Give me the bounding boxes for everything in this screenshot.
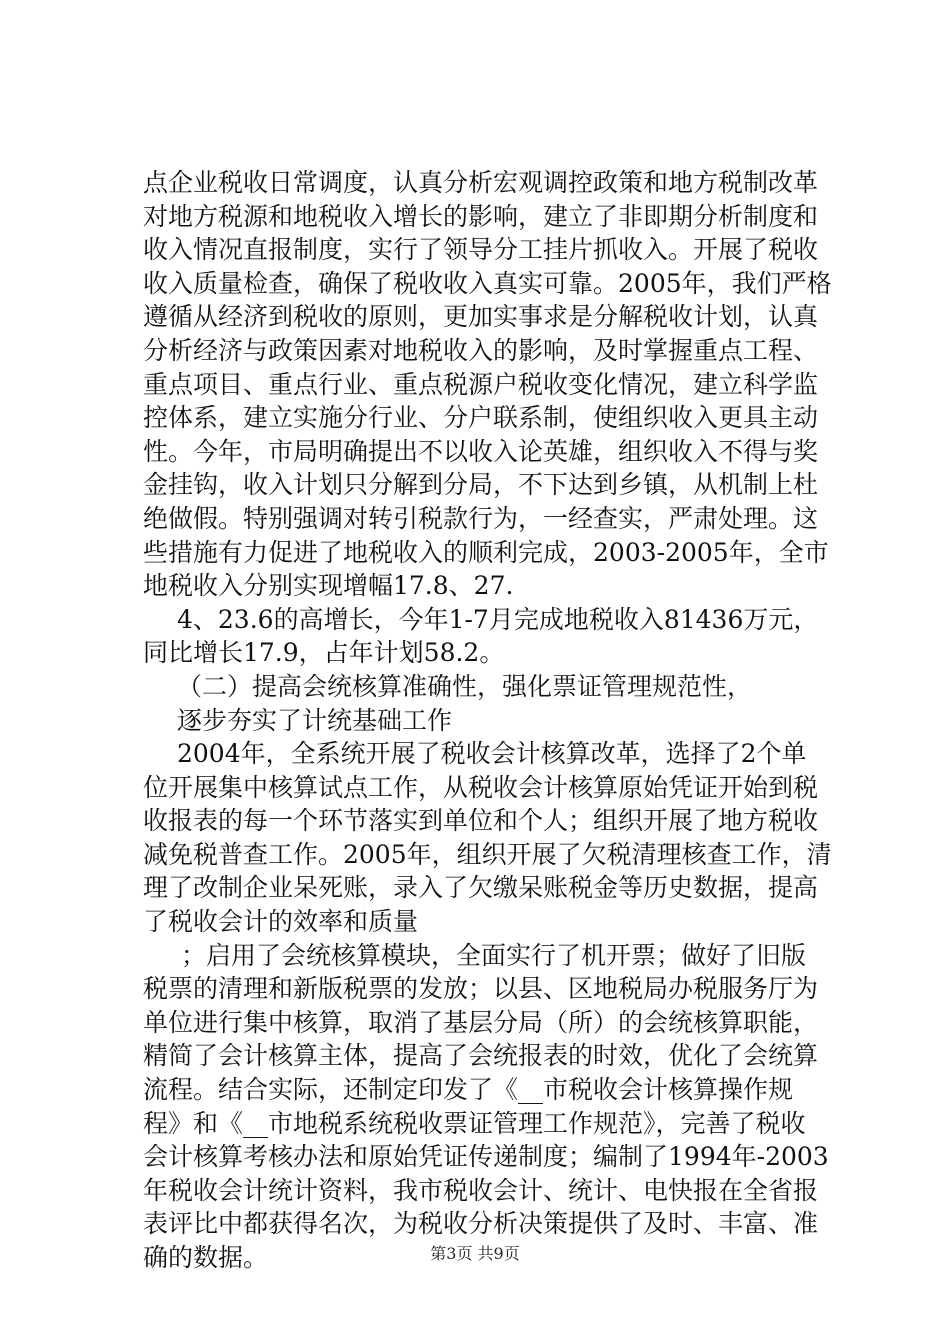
text-line: 收入情况直报制度，实行了领导分工挂片抓收入。开展了税收	[143, 235, 819, 265]
text-line: 减免税普查工作。2005年，组织开展了欠税清理核查工作，清	[143, 839, 832, 869]
text-line: 控体系，建立实施分行业、分户联系制，使组织收入更具主动	[143, 403, 819, 433]
text-line: 表评比中都获得名次，为税收分析决策提供了及时、丰富、准	[143, 1209, 819, 1239]
text-line: 流程。结合实际，还制定印发了《__市税收会计核算操作规	[143, 1075, 794, 1105]
text-line: 税票的清理和新版税票的发放；以县、区地税局办税服务厅为	[143, 974, 819, 1004]
text-line: 金挂钩，收入计划只分解到分局，不下达到乡镇，从机制上杜	[143, 470, 819, 500]
text-line: 地税收入分别实现增幅17.8、27.	[143, 571, 514, 601]
text-line: 点企业税收日常调度，认真分析宏观调控政策和地方税制改革	[143, 168, 819, 197]
text-line: 2004年，全系统开展了税收会计核算改革，选择了2个单	[177, 739, 807, 769]
section-heading: （二）提高会统核算准确性，强化票证管理规范性，	[177, 671, 753, 701]
text-line: 精简了会计核算主体，提高了会统报表的时效，优化了会统算	[143, 1041, 819, 1071]
text-line: 单位进行集中核算，取消了基层分局（所）的会统核算职能，	[143, 1007, 819, 1037]
text-line: 会计核算考核办法和原始凭证传递制度；编制了1994年-2003	[143, 1142, 829, 1172]
text-line: 年税收会计统计资料，我市税收会计、统计、电快报在全省报	[143, 1175, 819, 1205]
text-line: 对地方税源和地税收入增长的影响，建立了非即期分析制度和	[143, 201, 819, 231]
text-line: 些措施有力促进了地税收入的顺利完成，2003-2005年，全市	[143, 537, 829, 567]
text-line: 位开展集中核算试点工作，从税收会计核算原始凭证开始到税	[143, 772, 819, 802]
section-heading-continued: 逐步夯实了计统基础工作	[177, 705, 453, 735]
text-line: 4、23.6的高增长，今年1-7月完成地税收入81436万元，	[177, 604, 819, 634]
text-line: 绝做假。特别强调对转引税款行为，一经查实，严肃处理。这	[143, 503, 819, 533]
text-line: 确的数据。	[143, 1243, 269, 1272]
text-line: 同比增长17.9，占年计划58.2。	[143, 638, 505, 668]
text-line: 理了改制企业呆死账，录入了欠缴呆账税金等历史数据，提高	[143, 873, 819, 903]
text-line: 收入质量检查，确保了税收收入真实可靠。2005年，我们严格	[143, 268, 832, 298]
text-line: 程》和《__市地税系统税收票证管理工作规范》，完善了税收	[143, 1108, 806, 1138]
document-body	[143, 166, 833, 1275]
text-line: 收报表的每一个环节落实到单位和个人；组织开展了地方税收	[143, 806, 819, 836]
text-line: 性。今年，市局明确提出不以收入论英雄，组织收入不得与奖	[143, 436, 819, 466]
text-line: 分析经济与政策因素对地税收入的影响，及时掌握重点工程、	[143, 335, 819, 365]
text-line: ；启用了会统核算模块，全面实行了机开票；做好了旧版	[181, 940, 807, 970]
text-line: 了税收会计的效率和质量	[143, 907, 419, 937]
text-line: 遵循从经济到税收的原则，更加实事求是分解税收计划，认真	[143, 302, 819, 332]
text-line: 重点项目、重点行业、重点税源户税收变化情况，建立科学监	[143, 369, 819, 399]
page-number-footer: 第3页 共9页	[430, 1244, 520, 1263]
